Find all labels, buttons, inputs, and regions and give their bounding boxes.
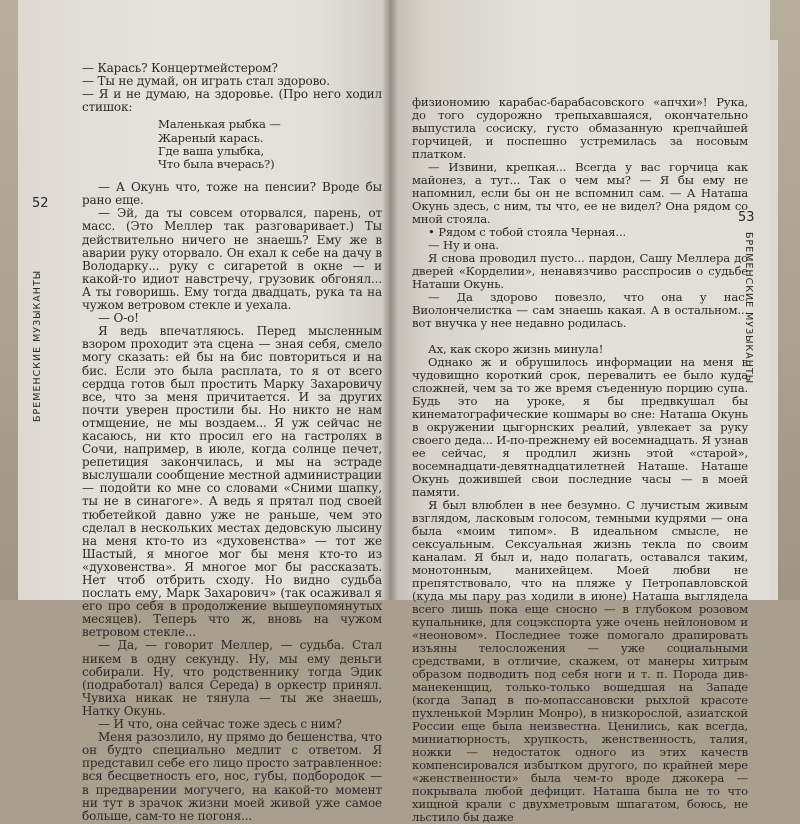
text-line: — Ты не думай, он играть стал здорово.	[82, 74, 330, 89]
poem-line: Что была вчерась?)	[158, 156, 275, 171]
paragraph: Я ведь впечатляюсь. Перед мысленным взором проходит эта сцена — зная себя, смело могу сказать: ей бы на бис повториться и на бис. Если это была расплата, то я от всего сердца готов был простить Марку Захаровичу все, что за меня причитается. И за других почти уверен простили бы. Но никто не нам отмщение, не мы воздаем... Я уж сейчас не касаюсь, ни кто просил его на гастролях в Сочи, например, в июле, когда солнце печет, репетиция закончилась, и мы на эстраде выслушали сообщение местной администрации — подойти ко мне со словами «Сними шапку, ты не в синагоге». А ведь я прятал под своей тюбетейкой давно уже не раньше, чем это сделал в нескольких местах дедовскую лысину на меня кто-то из «духовенства» — тот же Шастый, я многое мог бы меня кто-то из «духовенства». Я многое мог бы рассказать. Нет чтоб отбрить сходу. Но видно судьба послать ему, Марк Захарович» (так осаживал я его про себя в продолжение вышеупомянутых месяцев). Теперь что ж, вновь на чужом ветровом стекле...	[82, 324, 382, 640]
book-spine-shadow	[382, 0, 398, 600]
page-number: 53	[738, 210, 755, 225]
paragraph: — Да здорово повезло, что она у нас. Виолончелистка — сам знаешь какая. А в остальном... вот внучка у нее недавно родилась.	[412, 290, 748, 330]
left-page	[18, 0, 390, 823]
running-title: БРЕМЕНСКИЕ МУЗЫКАНТЫ	[743, 232, 754, 385]
paragraph: — О-о!	[98, 311, 139, 326]
paragraph: — И что, она сейчас тоже здесь с ним?	[98, 717, 342, 732]
paragraph: Однако ж и обрушилось информации на меня в чудовищно короткий срок, перевалить ее было куда сложней, чем за то же время съеденную порцию супа. Будь это на уроке, я бы предвкушал бы кинематографические кошмары во сне: Наташа Окунь в окружении цыгорнских реалий, увлекает за руку своего деда... И-по-прежнему ей восемнадцать. Я узнав ее сейчас, я продлил жизнь этой «старой», восемнадцати-девятнадцатилетней Наташе. Наташе Окунь дожившей свои последние часы — в моей памяти.	[412, 355, 748, 499]
paragraph: — Извини, крепкая... Всегда у вас горчица как майонез, а тут... Так о чем мы? — Я бы ему не напомнил, если бы он не вспомнил сам. — А Наташа Окунь здесь, с ним, ты что, ее не видел? Она рядом со мной стояла.	[412, 160, 748, 226]
poem-line: Жареный карась.	[158, 130, 264, 145]
page-number: 52	[32, 196, 49, 211]
paragraph: — Ну и она.	[428, 238, 499, 252]
page-text	[82, 62, 382, 823]
paragraph: Меня разозлило, ну прямо до бешенства, что он будто специально медлит с ответом. Я представил себе его лицо просто затравленное: вся бесцветность его, нос, губы, подбородок — в предварении могучего, на какой-то момент ни тут в зрачок жизни моей живой уже самое больше, сам-то не погоня...	[82, 730, 382, 823]
page-edges	[770, 40, 778, 600]
paragraph: физиономию карабас-барабасовского «апчхи»! Рука, до того судорожно трепыхавшаяся, окончательно выпустила сосиску, густо обмазанную крепчайшей горчицей, и поспешно устремилась за носовым платком.	[412, 95, 748, 161]
paragraph: — Да, — говорит Меллер, — судьба. Стал никем в одну секунду. Ну, мы ему деньги собирали. Ну, что родственнику тогда Эдик (подработал) вался Середа) в оркестр принял. Чувиха никак не тянула — ты же знаешь, Натку Окунь.	[82, 638, 382, 718]
paragraph: Я снова проводил пусто... пардон, Сашу Меллера до дверей «Корделии», ненавязчиво расспросив о судьбе Наташи Окунь.	[412, 251, 748, 291]
page-text	[412, 96, 748, 824]
poem-line: Где ваша улыбка,	[158, 143, 265, 158]
right-page	[390, 0, 770, 824]
paragraph: Я был влюблен в нее безумно. С лучистым живым взглядом, ласковым голосом, темными кудрями — она была «моим типом». В идеальном смысле, не сексуальным. Сексуальная жизнь текла по своим каналам. Я был и, надо полагать, оставался таким, монотонным, манихейцем. Моей любви не препятствовало, что на пляже у Петропавловской (куда мы пару раз ходили в июне) Наташа выглядела всего лишь пока еще сносно — в глубоком розовом купальнике, для соцэкспорта уже очень нейлоновом и «неоновом». Последнее тоже помогало драпировать изъяны телосложения — уже социальными средствами, в отличие, скажем, от манеры хитрым образом подводить под себя ноги и т. п. Порода див-манекенщиц, только-только вошедшая на Западе (когда Запад в по-мопассановски рыхлой красоте пухленькой Мэрлин Монро), в низкорослой, азиатской России еще была неизвестна. Ценились, как всегда, миниатюрность, хрупкость, женственность, талия, ножки — недостаток одного из этих качеств компенсировался избытком другого, по крайней мере «женственности» была чем-то вроде джокера — покрывала любой дефицит. Наташа была не то что хищной крали с двухметровым шпагатом, боюсь, не льстило бы даже	[412, 498, 748, 824]
poem-line: Маленькая рыбка —	[158, 117, 281, 132]
paragraph: — А Окунь что, тоже на пенсии? Вроде бы рано еще.	[82, 180, 382, 208]
text-line: — Я и не думаю, на здоровье. (Про него ходил стишок:	[82, 87, 382, 115]
paragraph: • Рядом с тобой стояла Черная...	[428, 225, 627, 239]
paragraph: — Эй, да ты совсем оторвался, парень, от масс. (Это Меллер так разговаривает.) Ты действительно ничего не знаешь? Ему же в аварии руку оторвало. Он ехал к себе на дачу в Володарку... руку с сигаретой в окне — и какой-то идиот навстречу, грузовик обгонял... А ты говоришь. Ему тогда двадцать, рука та на чужом ветровом стекле и уехала.	[82, 206, 382, 313]
poem	[158, 118, 382, 171]
section-title: Ах, как скоро жизнь минула!	[428, 342, 604, 356]
text-line: — Карась? Концертмейстером?	[82, 61, 278, 75]
running-title: БРЕМЕНСКИЕ МУЗЫКАНТЫ	[32, 269, 43, 422]
